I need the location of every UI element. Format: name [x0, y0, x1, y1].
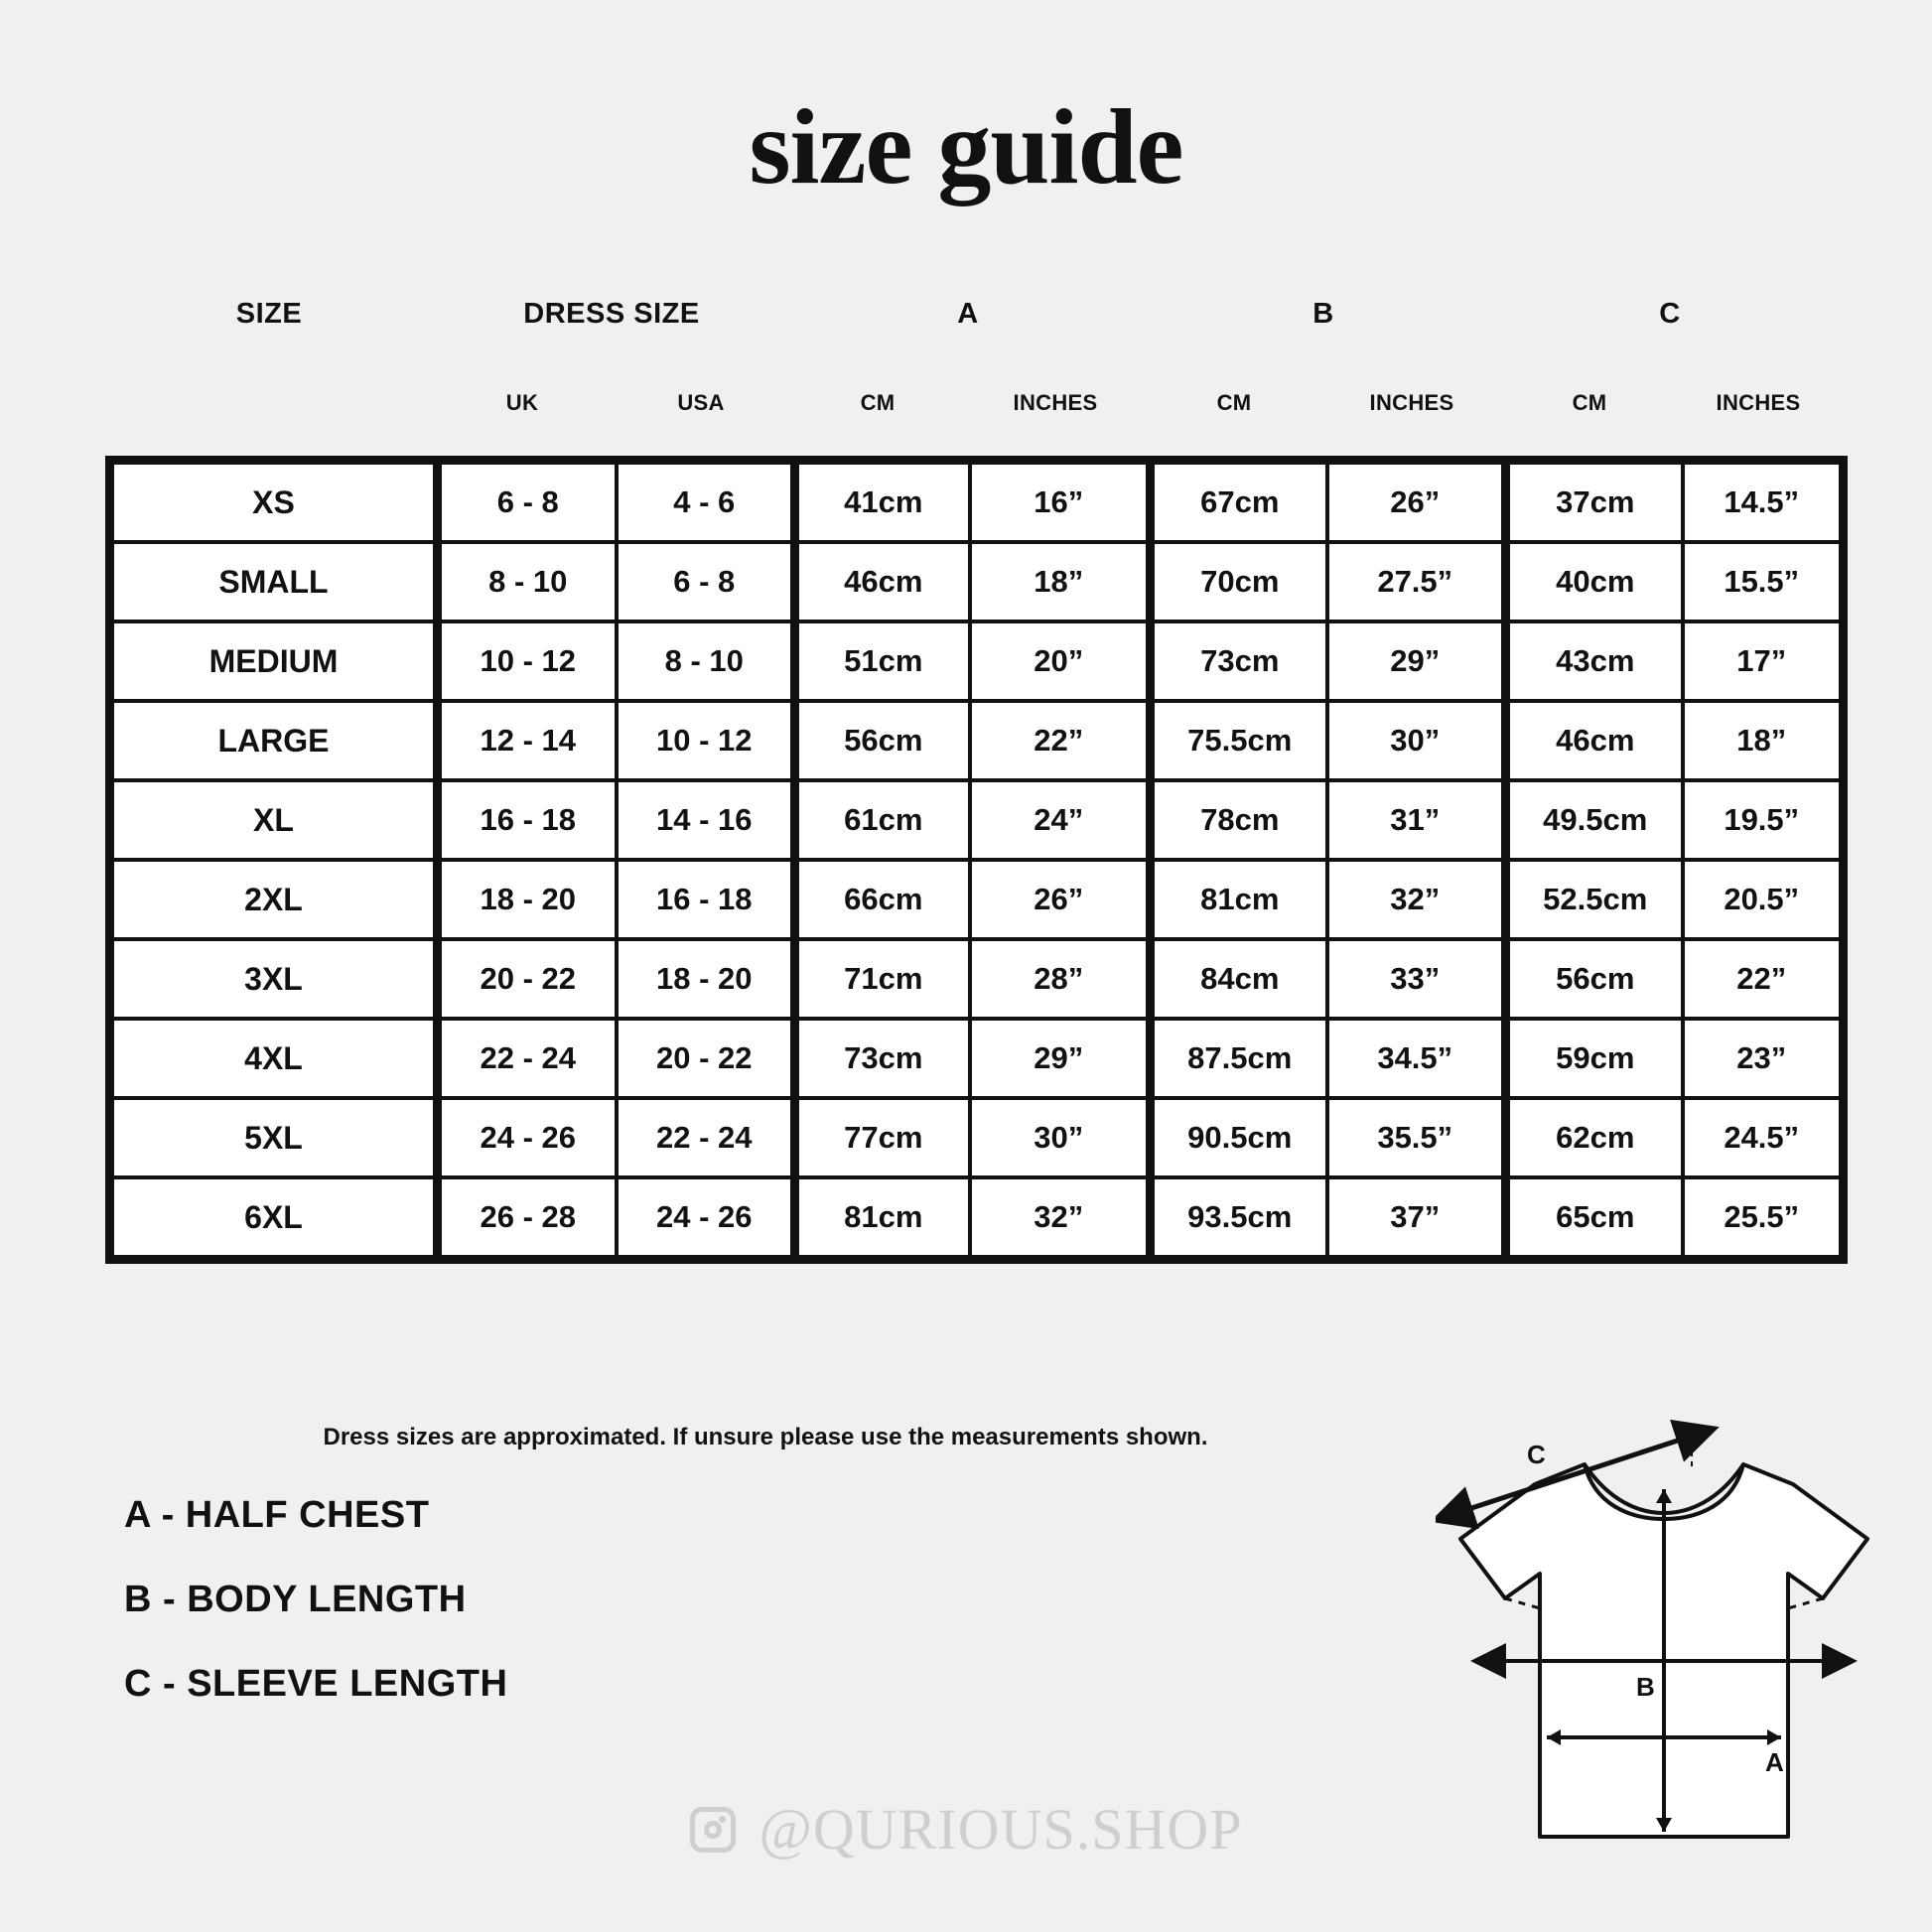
diagram-label-b: B	[1636, 1672, 1655, 1702]
cell-uk: 10 - 12	[438, 621, 617, 701]
cell-a-cm: 41cm	[795, 461, 970, 543]
cell-b-cm: 78cm	[1151, 780, 1327, 860]
cell-a-in: 24”	[970, 780, 1151, 860]
legend-item-b: B - BODY LENGTH	[124, 1579, 467, 1620]
cell-a-cm: 73cm	[795, 1019, 970, 1098]
cell-c-cm: 65cm	[1506, 1177, 1683, 1260]
subheader-b-cm: CM	[1216, 390, 1252, 415]
cell-c-in: 17”	[1683, 621, 1844, 701]
cell-size: XS	[110, 461, 438, 543]
cell-a-cm: 77cm	[795, 1098, 970, 1177]
cell-a-cm: 61cm	[795, 780, 970, 860]
cell-c-in: 15.5”	[1683, 542, 1844, 621]
cell-b-cm: 70cm	[1151, 542, 1327, 621]
measurement-legend	[124, 1494, 507, 1747]
cell-size: 2XL	[110, 860, 438, 939]
table-row	[110, 1019, 1844, 1098]
cell-uk: 24 - 26	[438, 1098, 617, 1177]
cell-b-in: 32”	[1327, 860, 1506, 939]
cell-c-cm: 46cm	[1506, 701, 1683, 780]
cell-a-cm: 56cm	[795, 701, 970, 780]
diagram-label-a: A	[1765, 1747, 1784, 1777]
header-size: SIZE	[235, 298, 303, 330]
cell-size: 5XL	[110, 1098, 438, 1177]
cell-uk: 20 - 22	[438, 939, 617, 1019]
cell-uk: 26 - 28	[438, 1177, 617, 1260]
cell-b-cm: 84cm	[1151, 939, 1327, 1019]
table-row	[110, 542, 1844, 621]
cell-c-cm: 59cm	[1506, 1019, 1683, 1098]
size-table-container	[105, 298, 1839, 1264]
cell-a-in: 18”	[970, 542, 1151, 621]
table-row	[110, 939, 1844, 1019]
table-sub-header	[105, 390, 1839, 416]
cell-size: LARGE	[110, 701, 438, 780]
table-row	[110, 1177, 1844, 1260]
cell-size: 3XL	[110, 939, 438, 1019]
cell-usa: 20 - 22	[617, 1019, 795, 1098]
cell-usa: 16 - 18	[617, 860, 795, 939]
cell-b-in: 31”	[1327, 780, 1506, 860]
table-row	[110, 461, 1844, 543]
cell-b-cm: 67cm	[1151, 461, 1327, 543]
approximation-note: Dress sizes are approximated. If unsure please use the measurements shown.	[323, 1424, 1208, 1450]
cell-c-cm: 52.5cm	[1506, 860, 1683, 939]
cell-size: XL	[110, 780, 438, 860]
cell-a-cm: 66cm	[795, 860, 970, 939]
subheader-c-cm: CM	[1572, 390, 1607, 415]
cell-uk: 18 - 20	[438, 860, 617, 939]
cell-usa: 18 - 20	[617, 939, 795, 1019]
cell-a-cm: 71cm	[795, 939, 970, 1019]
cell-b-cm: 75.5cm	[1151, 701, 1327, 780]
brand-handle: @QURIOUS.SHOP	[759, 1797, 1243, 1862]
cell-usa: 10 - 12	[617, 701, 795, 780]
subheader-a-inches: INCHES	[1013, 390, 1098, 415]
subheader-b-inches: INCHES	[1369, 390, 1454, 415]
table-row	[110, 1098, 1844, 1177]
cell-usa: 8 - 10	[617, 621, 795, 701]
subheader-usa: USA	[677, 390, 725, 415]
cell-uk: 22 - 24	[438, 1019, 617, 1098]
cell-a-in: 20”	[970, 621, 1151, 701]
cell-b-in: 30”	[1327, 701, 1506, 780]
table-row	[110, 701, 1844, 780]
table-row	[110, 860, 1844, 939]
cell-size: 4XL	[110, 1019, 438, 1098]
page-title: size guide	[749, 88, 1183, 207]
subheader-c-inches: INCHES	[1716, 390, 1801, 415]
cell-uk: 12 - 14	[438, 701, 617, 780]
header-group-c: C	[1659, 298, 1681, 330]
cell-size: MEDIUM	[110, 621, 438, 701]
cell-c-in: 18”	[1683, 701, 1844, 780]
legend-item-a: A - HALF CHEST	[124, 1494, 430, 1536]
cell-c-in: 25.5”	[1683, 1177, 1844, 1260]
cell-b-cm: 73cm	[1151, 621, 1327, 701]
cell-b-cm: 90.5cm	[1151, 1098, 1327, 1177]
cell-a-in: 32”	[970, 1177, 1151, 1260]
cell-usa: 22 - 24	[617, 1098, 795, 1177]
cell-a-cm: 51cm	[795, 621, 970, 701]
cell-a-in: 28”	[970, 939, 1151, 1019]
header-group-b: B	[1312, 298, 1334, 330]
cell-b-in: 26”	[1327, 461, 1506, 543]
table-group-header	[105, 298, 1839, 331]
header-group-a: A	[957, 298, 979, 330]
diagram-label-c: C	[1527, 1440, 1546, 1469]
brand-watermark	[0, 1796, 1932, 1863]
cell-b-in: 29”	[1327, 621, 1506, 701]
instagram-icon	[690, 1807, 736, 1853]
cell-usa: 14 - 16	[617, 780, 795, 860]
cell-size: SMALL	[110, 542, 438, 621]
legend-item-c: C - SLEEVE LENGTH	[124, 1663, 508, 1705]
cell-c-cm: 62cm	[1506, 1098, 1683, 1177]
cell-b-cm: 87.5cm	[1151, 1019, 1327, 1098]
cell-a-in: 30”	[970, 1098, 1151, 1177]
cell-c-in: 19.5”	[1683, 780, 1844, 860]
size-table	[105, 456, 1848, 1264]
cell-c-in: 24.5”	[1683, 1098, 1844, 1177]
header-group-dress-size: DRESS SIZE	[523, 298, 700, 330]
cell-c-cm: 43cm	[1506, 621, 1683, 701]
cell-a-in: 26”	[970, 860, 1151, 939]
cell-b-in: 35.5”	[1327, 1098, 1506, 1177]
cell-b-cm: 81cm	[1151, 860, 1327, 939]
cell-a-in: 16”	[970, 461, 1151, 543]
table-row	[110, 621, 1844, 701]
subheader-spacer	[105, 390, 433, 416]
cell-usa: 24 - 26	[617, 1177, 795, 1260]
cell-a-in: 29”	[970, 1019, 1151, 1098]
cell-b-cm: 93.5cm	[1151, 1177, 1327, 1260]
cell-b-in: 27.5”	[1327, 542, 1506, 621]
cell-uk: 8 - 10	[438, 542, 617, 621]
cell-a-cm: 46cm	[795, 542, 970, 621]
cell-uk: 16 - 18	[438, 780, 617, 860]
cell-size: 6XL	[110, 1177, 438, 1260]
cell-a-in: 22”	[970, 701, 1151, 780]
cell-c-in: 20.5”	[1683, 860, 1844, 939]
cell-c-in: 23”	[1683, 1019, 1844, 1098]
subheader-uk: UK	[505, 390, 539, 415]
cell-c-in: 22”	[1683, 939, 1844, 1019]
cell-uk: 6 - 8	[438, 461, 617, 543]
cell-c-cm: 37cm	[1506, 461, 1683, 543]
cell-b-in: 37”	[1327, 1177, 1506, 1260]
cell-c-cm: 40cm	[1506, 542, 1683, 621]
cell-usa: 4 - 6	[617, 461, 795, 543]
cell-b-in: 34.5”	[1327, 1019, 1506, 1098]
cell-b-in: 33”	[1327, 939, 1506, 1019]
cell-c-cm: 56cm	[1506, 939, 1683, 1019]
cell-c-in: 14.5”	[1683, 461, 1844, 543]
subheader-a-cm: CM	[860, 390, 896, 415]
cell-a-cm: 81cm	[795, 1177, 970, 1260]
cell-usa: 6 - 8	[617, 542, 795, 621]
cell-c-cm: 49.5cm	[1506, 780, 1683, 860]
table-row	[110, 780, 1844, 860]
